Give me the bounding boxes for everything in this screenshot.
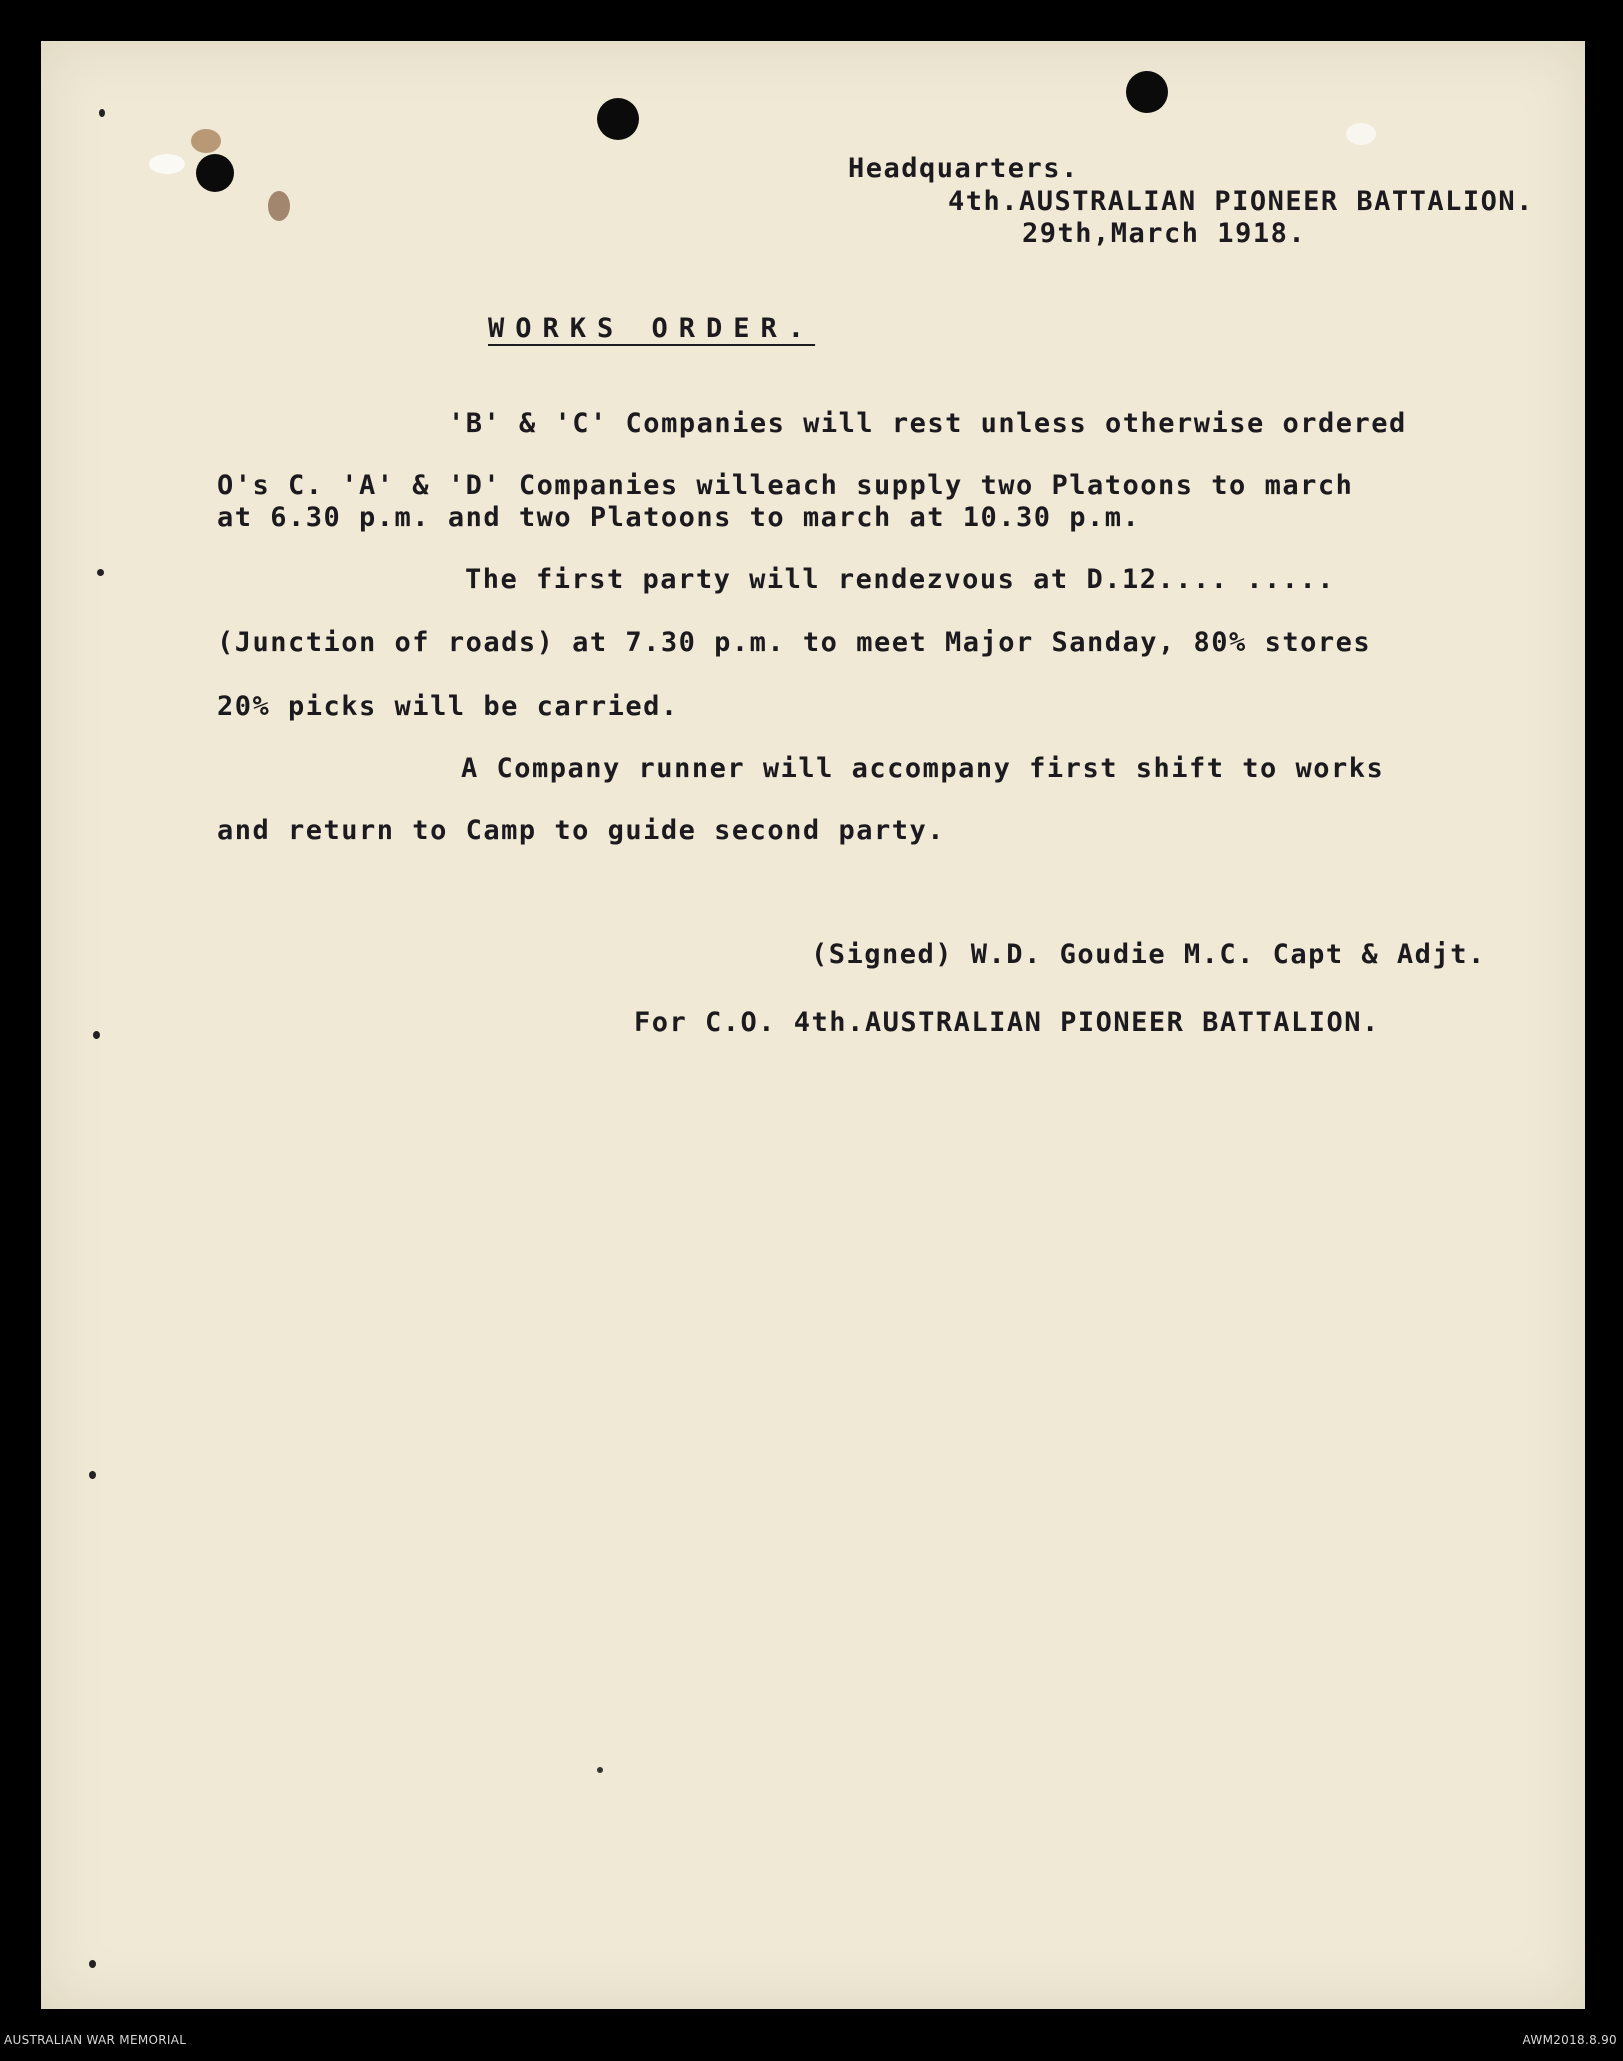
binding-mark [89, 1471, 96, 1479]
punch-hole [1126, 71, 1168, 113]
rust-stain [268, 191, 290, 221]
body-line: O's C. 'A' & 'D' Companies willeach supply two Platoons to march [217, 470, 1354, 501]
header-date: 29th,March 1918. [1022, 218, 1307, 249]
signature-line: (Signed) W.D. Goudie M.C. Capt & Adjt. [811, 939, 1486, 970]
archive-institution: AUSTRALIAN WAR MEMORIAL [4, 2033, 187, 2047]
ink-dot [597, 1767, 603, 1773]
rust-stain [191, 129, 221, 153]
body-line: The first party will rendezvous at D.12.... ..... [465, 564, 1336, 595]
binding-mark [89, 1960, 96, 1968]
binding-mark [97, 569, 104, 576]
header-unit-name: 4th.AUSTRALIAN PIONEER BATTALION. [948, 186, 1534, 217]
body-line: 'B' & 'C' Companies will rest unless otherwise ordered [448, 408, 1407, 439]
signature-for-co: For C.O. 4th.AUSTRALIAN PIONEER BATTALION. [634, 1007, 1380, 1038]
body-line: (Junction of roads) at 7.30 p.m. to meet Major Sanday, 80% stores [217, 627, 1372, 658]
body-line: at 6.30 p.m. and two Platoons to march at 10.30 p.m. [217, 502, 1141, 533]
body-line: and return to Camp to guide second party. [217, 815, 945, 846]
binding-mark [93, 1031, 100, 1039]
archive-accession-number: AWM2018.8.90 [1522, 2033, 1617, 2047]
binding-mark [99, 109, 105, 117]
punch-hole [597, 98, 639, 140]
document-title: WORKS ORDER. [488, 313, 816, 344]
header-headquarters: Headquarters. [848, 153, 1079, 184]
body-line: A Company runner will accompany first shift to works [461, 753, 1385, 784]
punch-hole [196, 154, 234, 192]
body-line: 20% picks will be carried. [217, 691, 679, 722]
paper-tear [1346, 123, 1376, 145]
paper-tear [149, 154, 185, 174]
document-page [41, 41, 1585, 2009]
